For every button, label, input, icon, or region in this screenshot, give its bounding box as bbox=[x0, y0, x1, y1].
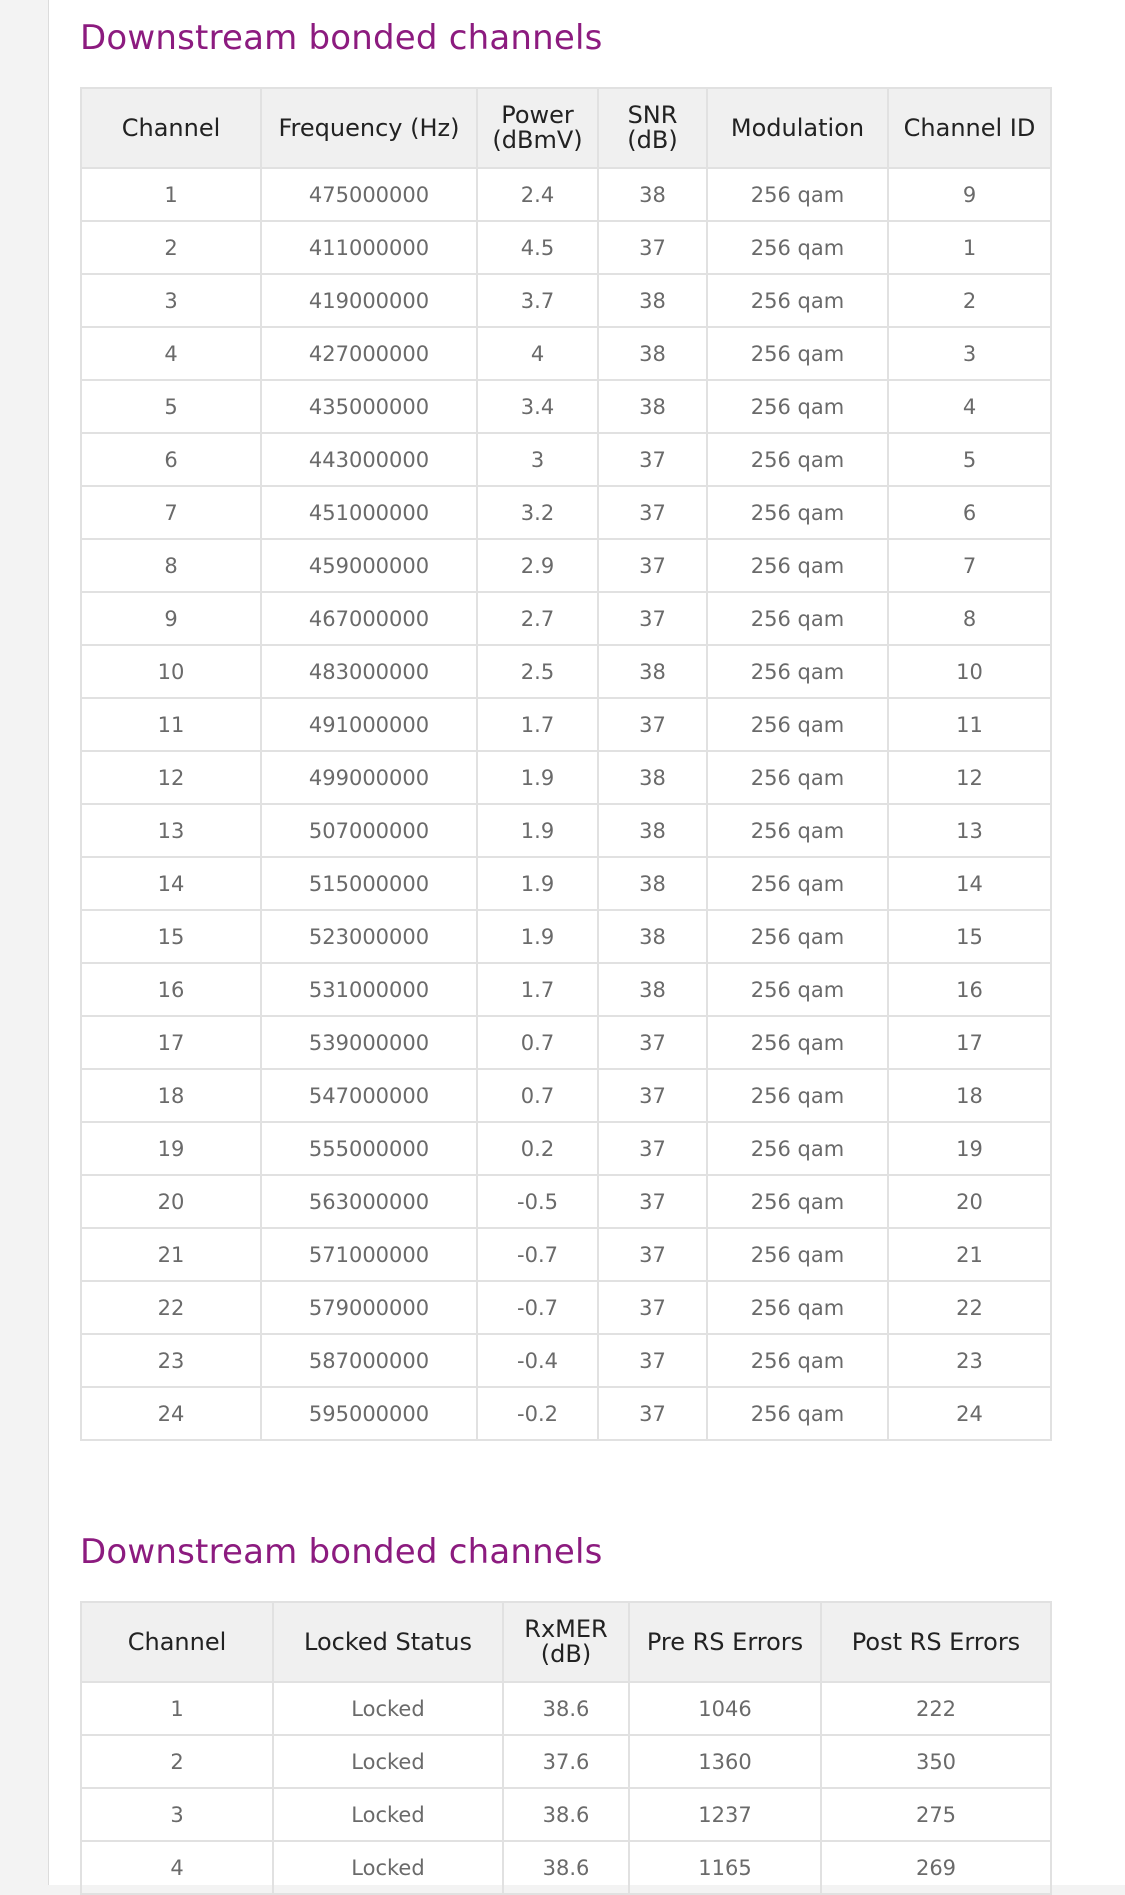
cell-modulation: 256 qam bbox=[707, 645, 888, 698]
cell-modulation: 256 qam bbox=[707, 1334, 888, 1387]
table-row bbox=[81, 1016, 1051, 1069]
header-channel: Channel bbox=[81, 88, 261, 168]
cell-channel-id: 24 bbox=[888, 1387, 1051, 1440]
cell-modulation: 256 qam bbox=[707, 1387, 888, 1440]
table-row bbox=[81, 327, 1051, 380]
cell-modulation: 256 qam bbox=[707, 1228, 888, 1281]
cell-channel: 12 bbox=[81, 751, 261, 804]
header-post-rs-errors: Post RS Errors bbox=[821, 1602, 1051, 1682]
cell-modulation: 256 qam bbox=[707, 221, 888, 274]
cell-snr: 37 bbox=[598, 1228, 707, 1281]
cell-modulation: 256 qam bbox=[707, 963, 888, 1016]
cell-snr: 38 bbox=[598, 274, 707, 327]
cell-power: 1.7 bbox=[477, 963, 598, 1016]
table-row bbox=[81, 433, 1051, 486]
table-row bbox=[81, 1387, 1051, 1440]
cell-snr: 37 bbox=[598, 1334, 707, 1387]
table-row bbox=[81, 751, 1051, 804]
table-row bbox=[81, 1841, 1051, 1894]
cell-snr: 38 bbox=[598, 380, 707, 433]
cell-frequency: 515000000 bbox=[261, 857, 477, 910]
cell-snr: 37 bbox=[598, 698, 707, 751]
table-row bbox=[81, 1281, 1051, 1334]
cell-snr: 37 bbox=[598, 1016, 707, 1069]
cell-frequency: 595000000 bbox=[261, 1387, 477, 1440]
cell-frequency: 419000000 bbox=[261, 274, 477, 327]
cell-power: 3.2 bbox=[477, 486, 598, 539]
cell-channel-id: 8 bbox=[888, 592, 1051, 645]
cell-pre-rs-errors: 1165 bbox=[629, 1841, 821, 1894]
cell-power: 0.7 bbox=[477, 1069, 598, 1122]
cell-snr: 37 bbox=[598, 1122, 707, 1175]
cell-power: -0.7 bbox=[477, 1281, 598, 1334]
downstream-channel-status-table bbox=[80, 1601, 1052, 1895]
cell-channel-id: 14 bbox=[888, 857, 1051, 910]
header-snr-unit: (dB) bbox=[627, 126, 678, 154]
header-locked-status: Locked Status bbox=[273, 1602, 503, 1682]
cell-modulation: 256 qam bbox=[707, 539, 888, 592]
cell-modulation: 256 qam bbox=[707, 1175, 888, 1228]
cell-frequency: 411000000 bbox=[261, 221, 477, 274]
table-row bbox=[81, 857, 1051, 910]
cell-frequency: 491000000 bbox=[261, 698, 477, 751]
cell-power: 1.9 bbox=[477, 910, 598, 963]
cell-channel: 16 bbox=[81, 963, 261, 1016]
cell-rxmer: 38.6 bbox=[503, 1788, 629, 1841]
table-row bbox=[81, 592, 1051, 645]
cell-snr: 38 bbox=[598, 168, 707, 221]
cell-pre-rs-errors: 1237 bbox=[629, 1788, 821, 1841]
cell-snr: 38 bbox=[598, 910, 707, 963]
cell-channel: 2 bbox=[81, 221, 261, 274]
cell-modulation: 256 qam bbox=[707, 804, 888, 857]
cell-power: 2.5 bbox=[477, 645, 598, 698]
cell-channel: 3 bbox=[81, 1788, 273, 1841]
cell-modulation: 256 qam bbox=[707, 327, 888, 380]
header-channel-id: Channel ID bbox=[888, 88, 1051, 168]
cell-snr: 38 bbox=[598, 804, 707, 857]
cell-channel: 11 bbox=[81, 698, 261, 751]
cell-modulation: 256 qam bbox=[707, 751, 888, 804]
cell-channel: 8 bbox=[81, 539, 261, 592]
cell-snr: 37 bbox=[598, 592, 707, 645]
cell-snr: 38 bbox=[598, 327, 707, 380]
cell-power: 3.4 bbox=[477, 380, 598, 433]
header-rxmer bbox=[503, 1602, 629, 1682]
cell-power: 1.9 bbox=[477, 804, 598, 857]
cell-rxmer: 38.6 bbox=[503, 1682, 629, 1735]
cell-snr: 37 bbox=[598, 1387, 707, 1440]
cell-modulation: 256 qam bbox=[707, 1016, 888, 1069]
cell-channel: 6 bbox=[81, 433, 261, 486]
cell-channel: 5 bbox=[81, 380, 261, 433]
cell-post-rs-errors: 350 bbox=[821, 1735, 1051, 1788]
cell-modulation: 256 qam bbox=[707, 698, 888, 751]
cell-snr: 38 bbox=[598, 857, 707, 910]
cell-power: 1.9 bbox=[477, 857, 598, 910]
cell-modulation: 256 qam bbox=[707, 592, 888, 645]
cell-channel: 3 bbox=[81, 274, 261, 327]
cell-power: 2.4 bbox=[477, 168, 598, 221]
cell-pre-rs-errors: 1046 bbox=[629, 1682, 821, 1735]
cell-frequency: 459000000 bbox=[261, 539, 477, 592]
downstream-channels-table bbox=[80, 87, 1052, 1441]
cell-snr: 37 bbox=[598, 1069, 707, 1122]
table-row bbox=[81, 1228, 1051, 1281]
table-row bbox=[81, 1735, 1051, 1788]
table-header-row bbox=[81, 1602, 1051, 1682]
cell-modulation: 256 qam bbox=[707, 1281, 888, 1334]
cell-frequency: 579000000 bbox=[261, 1281, 477, 1334]
cell-frequency: 427000000 bbox=[261, 327, 477, 380]
header-modulation: Modulation bbox=[707, 88, 888, 168]
cell-snr: 37 bbox=[598, 486, 707, 539]
header-power bbox=[477, 88, 598, 168]
table-row bbox=[81, 963, 1051, 1016]
header-channel: Channel bbox=[81, 1602, 273, 1682]
cell-channel-id: 15 bbox=[888, 910, 1051, 963]
cell-frequency: 563000000 bbox=[261, 1175, 477, 1228]
cell-channel-id: 23 bbox=[888, 1334, 1051, 1387]
cell-modulation: 256 qam bbox=[707, 910, 888, 963]
cell-snr: 37 bbox=[598, 221, 707, 274]
cell-channel-id: 4 bbox=[888, 380, 1051, 433]
cell-modulation: 256 qam bbox=[707, 1122, 888, 1175]
cell-channel: 17 bbox=[81, 1016, 261, 1069]
cell-modulation: 256 qam bbox=[707, 380, 888, 433]
cell-channel-id: 5 bbox=[888, 433, 1051, 486]
cell-locked-status: Locked bbox=[273, 1682, 503, 1735]
cell-channel: 13 bbox=[81, 804, 261, 857]
cell-snr: 37 bbox=[598, 1175, 707, 1228]
table-row bbox=[81, 1175, 1051, 1228]
cell-channel: 2 bbox=[81, 1735, 273, 1788]
cell-channel: 4 bbox=[81, 1841, 273, 1894]
header-snr-label: SNR bbox=[627, 101, 678, 129]
cell-frequency: 531000000 bbox=[261, 963, 477, 1016]
cell-snr: 37 bbox=[598, 539, 707, 592]
cell-channel: 1 bbox=[81, 1682, 273, 1735]
cell-power: 0.2 bbox=[477, 1122, 598, 1175]
cell-frequency: 523000000 bbox=[261, 910, 477, 963]
cell-post-rs-errors: 222 bbox=[821, 1682, 1051, 1735]
cell-power: 0.7 bbox=[477, 1016, 598, 1069]
table-row bbox=[81, 380, 1051, 433]
cell-frequency: 571000000 bbox=[261, 1228, 477, 1281]
cell-channel-id: 22 bbox=[888, 1281, 1051, 1334]
table-row bbox=[81, 698, 1051, 751]
cell-channel-id: 21 bbox=[888, 1228, 1051, 1281]
cell-channel-id: 19 bbox=[888, 1122, 1051, 1175]
cell-channel: 9 bbox=[81, 592, 261, 645]
cell-power: 4 bbox=[477, 327, 598, 380]
header-pre-rs-errors: Pre RS Errors bbox=[629, 1602, 821, 1682]
cell-frequency: 507000000 bbox=[261, 804, 477, 857]
table-row bbox=[81, 539, 1051, 592]
table-row bbox=[81, 1122, 1051, 1175]
cell-modulation: 256 qam bbox=[707, 486, 888, 539]
cell-channel: 1 bbox=[81, 168, 261, 221]
cell-power: 3.7 bbox=[477, 274, 598, 327]
cell-rxmer: 37.6 bbox=[503, 1735, 629, 1788]
cell-post-rs-errors: 275 bbox=[821, 1788, 1051, 1841]
cell-power: 4.5 bbox=[477, 221, 598, 274]
cell-rxmer: 38.6 bbox=[503, 1841, 629, 1894]
table-row bbox=[81, 1069, 1051, 1122]
section-title-downstream-channels-status: Downstream bonded channels bbox=[80, 1532, 603, 1572]
cell-frequency: 467000000 bbox=[261, 592, 477, 645]
cell-channel: 23 bbox=[81, 1334, 261, 1387]
cell-channel-id: 16 bbox=[888, 963, 1051, 1016]
cell-channel-id: 17 bbox=[888, 1016, 1051, 1069]
cell-power: -0.7 bbox=[477, 1228, 598, 1281]
section-title-downstream-channels: Downstream bonded channels bbox=[80, 18, 603, 58]
header-frequency: Frequency (Hz) bbox=[261, 88, 477, 168]
table-row bbox=[81, 645, 1051, 698]
cell-power: -0.2 bbox=[477, 1387, 598, 1440]
table-row bbox=[81, 804, 1051, 857]
cell-snr: 38 bbox=[598, 963, 707, 1016]
cell-channel-id: 3 bbox=[888, 327, 1051, 380]
cell-channel-id: 20 bbox=[888, 1175, 1051, 1228]
cell-channel: 20 bbox=[81, 1175, 261, 1228]
cell-channel-id: 11 bbox=[888, 698, 1051, 751]
cell-post-rs-errors: 269 bbox=[821, 1841, 1051, 1894]
cell-channel-id: 1 bbox=[888, 221, 1051, 274]
cell-channel-id: 7 bbox=[888, 539, 1051, 592]
cell-channel-id: 9 bbox=[888, 168, 1051, 221]
table-row bbox=[81, 168, 1051, 221]
header-power-unit: (dBmV) bbox=[492, 126, 583, 154]
cell-channel: 7 bbox=[81, 486, 261, 539]
cell-channel-id: 12 bbox=[888, 751, 1051, 804]
cell-snr: 38 bbox=[598, 751, 707, 804]
cell-frequency: 443000000 bbox=[261, 433, 477, 486]
cell-power: 1.7 bbox=[477, 698, 598, 751]
cell-channel: 18 bbox=[81, 1069, 261, 1122]
cell-frequency: 587000000 bbox=[261, 1334, 477, 1387]
cell-channel-id: 18 bbox=[888, 1069, 1051, 1122]
cell-snr: 38 bbox=[598, 645, 707, 698]
cell-power: 2.9 bbox=[477, 539, 598, 592]
cell-modulation: 256 qam bbox=[707, 857, 888, 910]
table-row bbox=[81, 1334, 1051, 1387]
cell-channel: 14 bbox=[81, 857, 261, 910]
cell-channel: 19 bbox=[81, 1122, 261, 1175]
cell-channel-id: 13 bbox=[888, 804, 1051, 857]
cell-frequency: 451000000 bbox=[261, 486, 477, 539]
cell-channel: 21 bbox=[81, 1228, 261, 1281]
cell-channel-id: 6 bbox=[888, 486, 1051, 539]
cell-power: -0.5 bbox=[477, 1175, 598, 1228]
cell-modulation: 256 qam bbox=[707, 274, 888, 327]
cell-channel: 10 bbox=[81, 645, 261, 698]
table-row bbox=[81, 221, 1051, 274]
cell-snr: 37 bbox=[598, 1281, 707, 1334]
table-row bbox=[81, 1682, 1051, 1735]
table-row bbox=[81, 1788, 1051, 1841]
cell-locked-status: Locked bbox=[273, 1788, 503, 1841]
header-snr bbox=[598, 88, 707, 168]
cell-modulation: 256 qam bbox=[707, 168, 888, 221]
table-row bbox=[81, 486, 1051, 539]
table-row bbox=[81, 274, 1051, 327]
header-rxmer-unit: (dB) bbox=[540, 1640, 592, 1668]
cell-channel: 22 bbox=[81, 1281, 261, 1334]
cell-modulation: 256 qam bbox=[707, 433, 888, 486]
cell-frequency: 499000000 bbox=[261, 751, 477, 804]
cell-frequency: 435000000 bbox=[261, 380, 477, 433]
cell-pre-rs-errors: 1360 bbox=[629, 1735, 821, 1788]
header-rxmer-label: RxMER bbox=[524, 1615, 608, 1643]
cell-frequency: 483000000 bbox=[261, 645, 477, 698]
cell-power: 3 bbox=[477, 433, 598, 486]
cell-power: 1.9 bbox=[477, 751, 598, 804]
cell-power: -0.4 bbox=[477, 1334, 598, 1387]
cell-frequency: 555000000 bbox=[261, 1122, 477, 1175]
table-header-row bbox=[81, 88, 1051, 168]
cell-frequency: 547000000 bbox=[261, 1069, 477, 1122]
cell-channel: 24 bbox=[81, 1387, 261, 1440]
cell-channel-id: 10 bbox=[888, 645, 1051, 698]
header-power-label: Power bbox=[501, 101, 574, 129]
cell-channel: 15 bbox=[81, 910, 261, 963]
cell-modulation: 256 qam bbox=[707, 1069, 888, 1122]
cell-frequency: 475000000 bbox=[261, 168, 477, 221]
cell-locked-status: Locked bbox=[273, 1735, 503, 1788]
cell-power: 2.7 bbox=[477, 592, 598, 645]
cell-frequency: 539000000 bbox=[261, 1016, 477, 1069]
cell-locked-status: Locked bbox=[273, 1841, 503, 1894]
cell-channel: 4 bbox=[81, 327, 261, 380]
table-row bbox=[81, 910, 1051, 963]
cell-channel-id: 2 bbox=[888, 274, 1051, 327]
cell-snr: 37 bbox=[598, 433, 707, 486]
